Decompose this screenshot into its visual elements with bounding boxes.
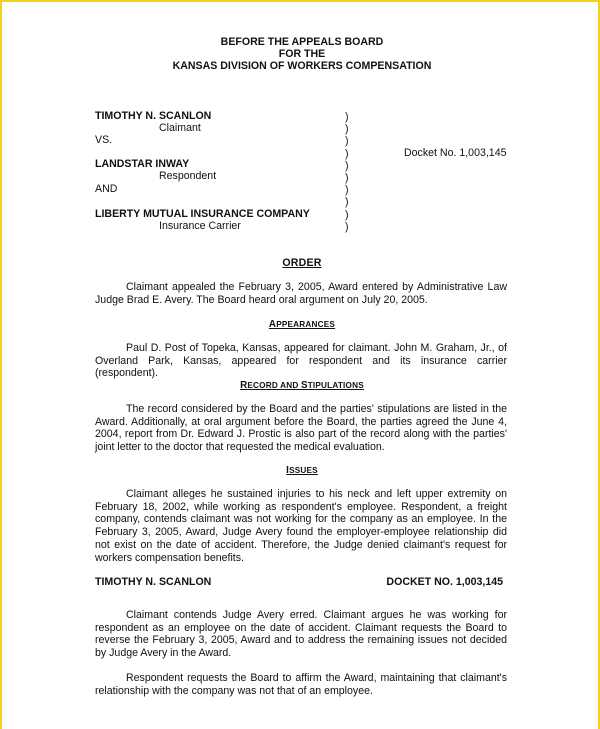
paren-mark: ) [345,135,349,148]
issues-title-rest: SSUES [289,466,318,475]
order-title: ORDER [282,257,322,269]
paren-mark: ) [345,111,349,123]
paren-mark: ) [345,159,349,172]
caption-parentheses [345,111,349,233]
appearances-title-rest: PPEARANCES [276,320,336,329]
claimant-name: TIMOTHY N. SCANLON [95,110,212,122]
heading-line-1: BEFORE THE APPEALS BOARD [220,36,384,48]
carrier-role: Insurance Carrier [159,220,241,232]
respondent-role: Respondent [159,170,217,182]
issues-title [2,465,600,476]
paren-mark: ) [345,147,349,160]
running-header-name: TIMOTHY N. SCANLON [95,576,212,588]
paren-mark: ) [345,184,349,197]
record-title-r: R [240,380,248,391]
record-title [2,380,600,391]
heading-line-2: FOR THE [278,48,326,60]
paren-mark: ) [345,172,349,185]
respondent-request-paragraph: Respondent requests the Board to affirm the Award, maintaining that claimant's relationship with the company was not that of an employee. [95,672,507,697]
paren-mark: ) [345,196,349,209]
paren-mark: ) [345,220,349,233]
versus-label: VS. [95,134,113,146]
issues-title-initial: I [286,465,290,476]
appearances-title [2,319,600,330]
contends-paragraph: Claimant contends Judge Avery erred. Claimant argues he was working for respondent as an employee on the date of accident. Claimant requests the Board to reverse the February 3, 2005, Award and to address the remaining issues not decided by Judge Avery in the Award. [95,609,507,660]
record-paragraph: The record considered by the Board and the parties' stipulations are listed in the Award. Additionally, at oral argument before the Board, the parties agreed the June 4, 2004, report from Dr. Edward J. Prostic is also part of the record along with the parties' joint letter to the doctor that requested the medical evaluation. [95,403,507,454]
heading-line-3: KANSAS DIVISION OF WORKERS COMPENSATION [172,60,432,72]
respondent-name: LANDSTAR INWAY [95,158,190,170]
claimant-role: Claimant [159,122,201,134]
paren-mark: ) [345,208,349,221]
record-title-ecord: ECORD AND [247,381,301,390]
appearances-title-initial: A [268,319,277,330]
running-header-docket: DOCKET NO. 1,003,145 [386,576,503,588]
docket-number: Docket No. 1,003,145 [404,147,507,159]
issues-paragraph: Claimant alleges he sustained injuries to his neck and left upper extremity on February 18, 2002, while working as respondent's employee. Respondent, a freight company, contends claimant was not working for the company as an employee. In the February 3, 2005, Award, Judge Avery found the employer-employee relationship did not exist on the date of accident. Therefore, the Judge denied claimant's request for workers compensation benefits. [95,488,507,564]
paren-mark: ) [345,123,349,136]
order-paragraph: Claimant appealed the February 3, 2005, Award entered by Administrative Law Judge Brad E. Avery. The Board heard oral argument on July 20, 2005. [95,281,507,306]
record-title-tipulations: TIPULATIONS [307,381,364,390]
and-label: AND [95,183,118,195]
record-title-s: S [300,380,308,391]
carrier-name: LIBERTY MUTUAL INSURANCE COMPANY [95,208,310,220]
appearances-paragraph: Paul D. Post of Topeka, Kansas, appeared for claimant. John M. Graham, Jr., of Overland Park, Kansas, appeared for respondent and its insurance carrier (respondent). [95,342,507,380]
